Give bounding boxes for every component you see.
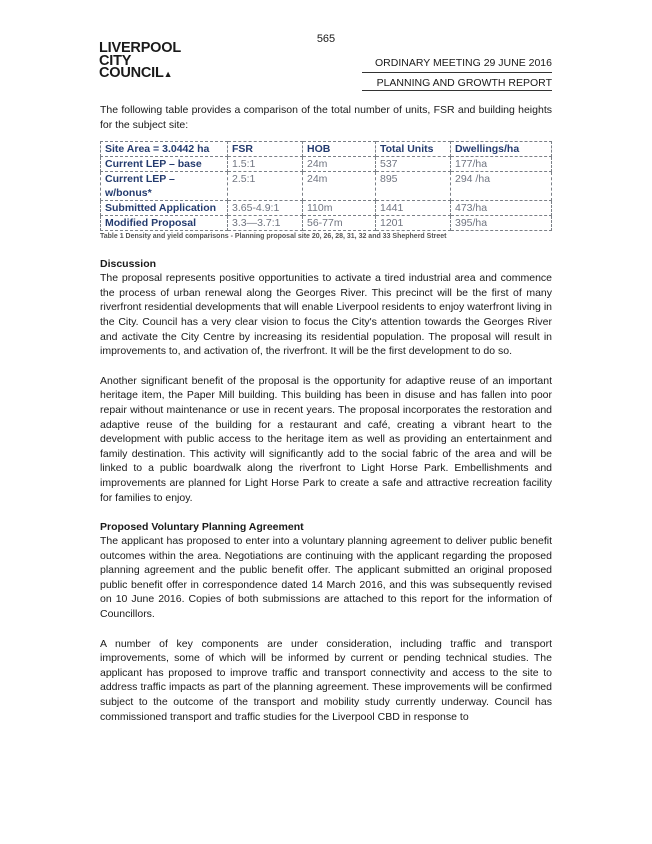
- report-title: PLANNING AND GROWTH REPORT: [376, 77, 552, 89]
- table-cell-label: Submitted Application: [101, 201, 228, 216]
- meeting-title: ORDINARY MEETING 29 JUNE 2016: [374, 57, 552, 69]
- table-cell-label: Current LEP – base: [101, 157, 228, 172]
- table-header-cell: HOB: [303, 142, 376, 157]
- table-row: [101, 172, 552, 201]
- header-divider: [362, 90, 552, 91]
- logo-line-2: CITY: [99, 52, 132, 69]
- table-cell: 177/ha: [451, 157, 552, 172]
- section-heading: Proposed Voluntary Planning Agreement: [100, 521, 304, 534]
- logo-line-3: [99, 67, 181, 81]
- table-cell: 1201: [376, 216, 451, 231]
- table-row: [101, 157, 552, 172]
- section-heading: Discussion: [100, 258, 157, 271]
- table-row: [101, 216, 552, 231]
- table-caption: Table 1 Density and yield comparisons - Planning proposal site 20, 26, 28, 31, 32 and 33 Shepherd Street: [100, 233, 447, 241]
- body-paragraph: The applicant has proposed to enter into a voluntary planning agreement to deliver public benefit outcomes within the area. Negotiations are continuing with the applicant regarding the proposed planning agreement and the public benefit offer. The applicant submitted an original proposed public benefit offer in correspondence dated 14 March 2016, and this was subsequently revised on 10 June 2016. Copies of both submissions are attached to this report for the information of Councillors.: [100, 535, 552, 621]
- council-logo: [99, 42, 181, 81]
- table-header-cell: Total Units: [376, 142, 451, 157]
- table-cell: 395/ha: [451, 216, 552, 231]
- table-cell: 24m: [303, 157, 376, 172]
- table-row: [101, 201, 552, 216]
- table-cell: 1.5:1: [228, 157, 303, 172]
- table-cell: 294 /ha: [451, 172, 552, 201]
- report-header: [375, 53, 552, 93]
- table-cell-label: Current LEP – w/bonus*: [101, 172, 228, 201]
- table-header-cell: Dwellings/ha: [451, 142, 552, 157]
- table-header-cell: Site Area = 3.0442 ha: [101, 142, 228, 157]
- table-header-cell: FSR: [228, 142, 303, 157]
- body-paragraph: Another significant benefit of the proposal is the opportunity for adaptive reuse of an important heritage item, the Paper Mill building. This building has been in disuse and has fallen into poor repair without maintenance or use in recent years. The proposal incorporates the restoration and adaptive reuse of the building for a restaurant and café, creating a vibrant heart to the development with public access to the heritage item as well as providing an entertainment and family destination. This activity will significantly add to the social fabric of the area and will be linked to a public boardwalk along the riverfront to Light Horse Park. Embellishments and improvements are planned for Light Horse Park to create a safe and attractive recreation facility for families to enjoy.: [100, 374, 552, 504]
- table-cell-label: Modified Proposal: [101, 216, 228, 231]
- document-body: [100, 103, 552, 724]
- table-cell: 2.5:1: [228, 172, 303, 201]
- table-cell: 473/ha: [451, 201, 552, 216]
- table-cell: 537: [376, 157, 451, 172]
- table-cell: 3.3—3.7:1: [228, 216, 303, 231]
- header-divider: [362, 72, 552, 73]
- logo-line-1: LIVERPOOL: [99, 40, 181, 56]
- body-paragraph: A number of key components are under consideration, including traffic and transport improvements, some of which will be informed by current or pending technical studies. The applicant has proposed to improve traffic and transport connectivity and access to the site to address traffic impacts as part of the planning agreement. These improvements will be confirmed subject to the outcome of the transport and mobility study currently underway. Council has commissioned transport and traffic studies for the Liverpool CBD in response to: [100, 637, 552, 723]
- logo-mark-icon: ▲: [163, 69, 173, 79]
- density-table: [100, 141, 552, 231]
- logo-line-3-text: COUNCIL: [99, 65, 164, 81]
- table-header-row: [101, 142, 552, 157]
- table-cell: 110m: [303, 201, 376, 216]
- table-cell: 24m: [303, 172, 376, 201]
- body-paragraph: The proposal represents positive opportunities to activate a tired industrial area and commence the process of urban renewal along the Georges River. This precinct will be the first of many riverfront residential developments that will enable Liverpool residents to enjoy waterfront living in the City. Council has a very clear vision to focus the City's attention towards the Georges River and activate the City Centre by increasing its residential population. The proposal will result in improvements to, and activation of, the riverfront. It will be the first development to do so.: [100, 272, 552, 358]
- table-cell: 1441: [376, 201, 451, 216]
- table-cell: 895: [376, 172, 451, 201]
- intro-paragraph: The following table provides a comparison of the total number of units, FSR and building heights for the subject site:: [100, 104, 552, 131]
- table-cell: 3.65-4.9:1: [228, 201, 303, 216]
- table-cell: 56-77m: [303, 216, 376, 231]
- page-number: 565: [316, 33, 336, 45]
